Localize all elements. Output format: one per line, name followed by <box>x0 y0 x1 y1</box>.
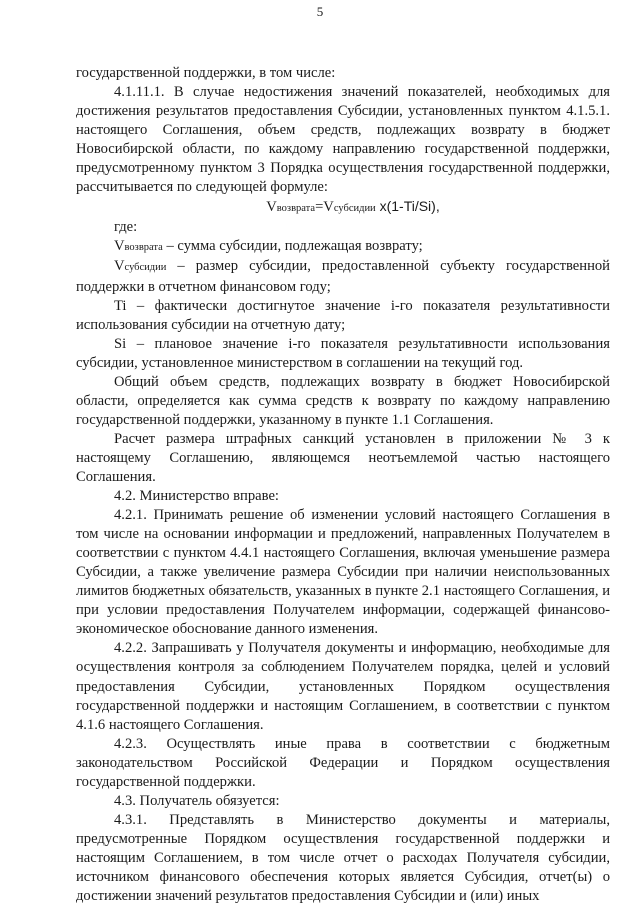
where-label: где: <box>114 219 138 236</box>
def-text: – размер субсидии, предоставленной субъекту государственной поддержки в отчетном финансовом году; <box>76 258 610 295</box>
definition-v-subsidy <box>76 257 610 296</box>
paragraph-4-2-2: 4.2.2. Запрашивать у Получателя документы и информацию, необходимые для осуществления контроля за соблюдением Получателем порядка, целей и условий предоставления Субсидии, установленных Порядком осуществления государственной поддержки и настоящим Соглашением, в соответствии с пунктом 4.1.6 настоящего Соглашения. <box>76 640 610 733</box>
definition-si: Si – плановое значение i-го показателя результативности использования субсидии, установленное министерством в соглашении на текущий год. <box>76 335 610 371</box>
definition-ti: Ti – фактически достигнутое значение i-го показателя результативности использования субсидии на отчетную дату; <box>76 297 610 333</box>
formula-rest: x(1-Ti/Si), <box>375 198 440 215</box>
page-number: 5 <box>316 4 324 19</box>
definition-v-return <box>76 237 610 257</box>
paragraph-4-1-11-1: 4.1.11.1. В случае недостижения значений показателей, необходимых для достижения результатов предоставления Субсидии, установленных пунктом 4.1.5.1. настоящего Соглашения, объем средств, подлежащих возврату в бюджет Новосибирской области, по каждому направлению государственной поддержки, предусмотренному пунктом 3 Порядка осуществления государственной поддержки, рассчитывается по следующей формуле: <box>76 84 610 196</box>
def-text: – сумма субсидии, подлежащая возврату; <box>162 238 423 255</box>
formula-v: V <box>266 199 277 216</box>
paragraph-intro: государственной поддержки, в том числе: <box>76 65 336 81</box>
def-sub: субсидии <box>124 262 167 274</box>
def-sub: возврата <box>124 242 163 254</box>
heading-4-3: 4.3. Получатель обязуется: <box>114 792 280 809</box>
formula-sub-return: возврата <box>276 203 316 215</box>
formula-eq: =V <box>315 199 334 216</box>
formula <box>76 197 610 218</box>
formula-sub-subsidy: субсидии <box>333 203 376 215</box>
document-body <box>76 64 610 906</box>
paragraph-penalties: Расчет размера штрафных санкций установлен в приложении № 3 к настоящему Соглашению, являющемся неотъемлемой частью настоящего Соглашения. <box>76 430 610 485</box>
def-v: V <box>114 258 125 275</box>
paragraph-4-3-1: 4.3.1. Представлять в Министерство документы и материалы, предусмотренные Порядком осуществления государственной поддержки и настоящим Соглашением, в том числе отчет о расходах Получателя субсидии, источником финансового обеспечения которых является Субсидия, отчет(ы) о достижении значений результатов предоставления Субсидии и (или) иных <box>76 811 610 905</box>
paragraph-4-2-3: 4.2.3. Осуществлять иные права в соответствии с бюджетным законодательством Российской Федерации и Порядком осуществления государственной поддержки. <box>76 735 610 790</box>
def-v: V <box>114 238 125 255</box>
heading-4-2: 4.2. Министерство вправе: <box>114 488 279 505</box>
paragraph-total-volume: Общий объем средств, подлежащих возврату в бюджет Новосибирской области, определяется как сумма средств к возврату по каждому направлению государственной поддержки, указанному в пункте 1.1 Соглашения. <box>76 373 610 428</box>
paragraph-4-2-1: 4.2.1. Принимать решение об изменении условий настоящего Соглашения в том числе на основании информации и предложений, направленных Получателем в соответствии с пунктом 4.4.1 настоящего Соглашения, включая уменьшение размера Субсидии, а также увеличение размера Субсидии при наличии неиспользованных лимитов бюджетных обязательств, указанных в пункте 2.1 настоящего Соглашения, и при условии предоставления Получателем информации, содержащей финансово-экономическое обоснование данного изменения. <box>76 507 610 638</box>
